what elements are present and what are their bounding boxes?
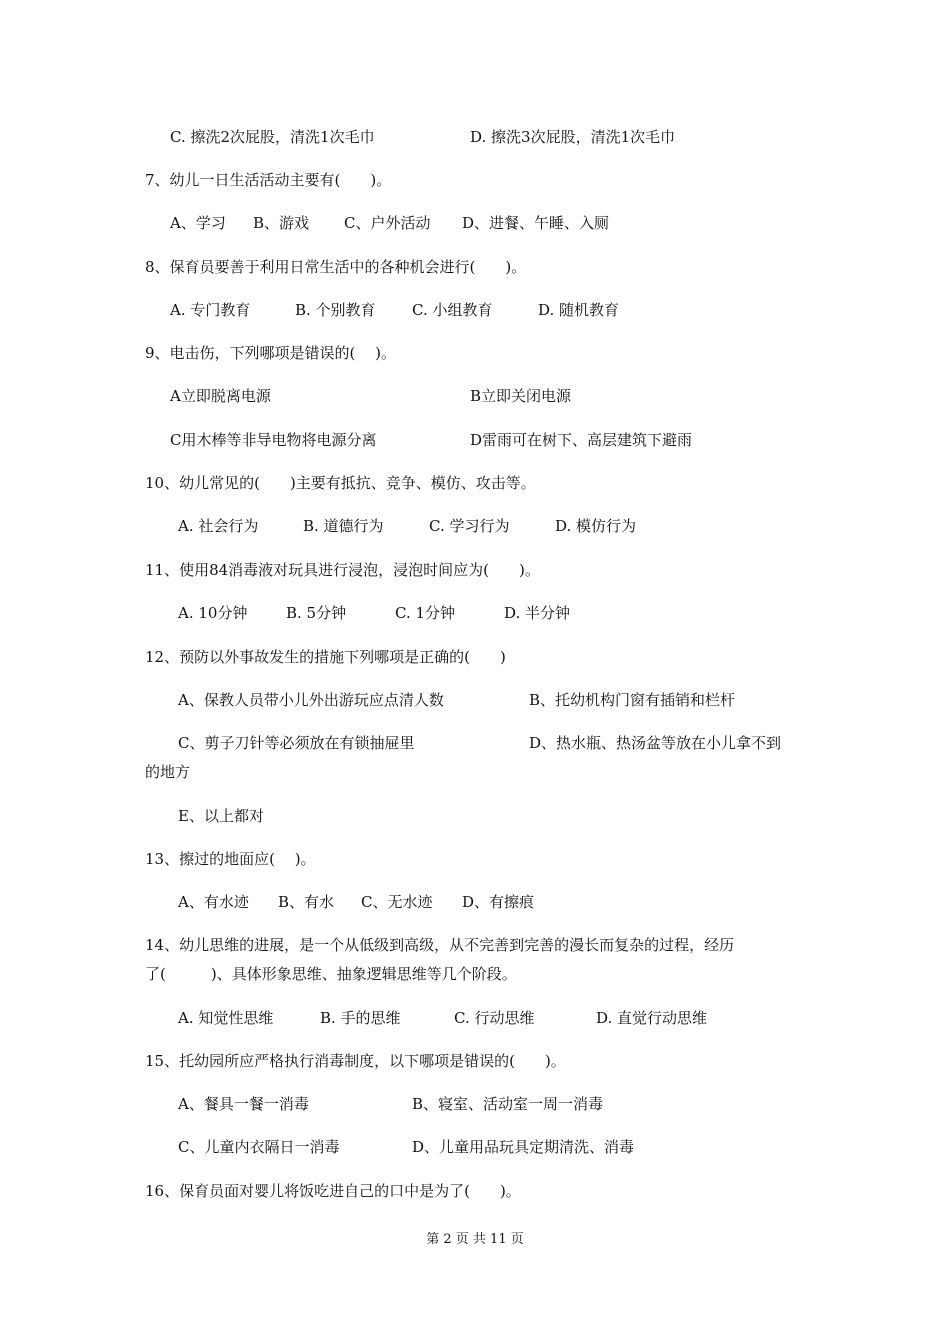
question-8-stem: 8、保育员要善于利用日常生活中的各种机会进行( )。: [145, 258, 527, 276]
q13-option-c: C、无水迹: [361, 893, 433, 911]
question-12-stem: 12、预防以外事故发生的措施下列哪项是正确的( ): [145, 648, 506, 666]
q8-option-d: D. 随机教育: [538, 301, 620, 319]
q12-option-d: D、热水瓶、热汤盆等放在小儿拿不到: [529, 734, 782, 752]
page-number-footer: 第 2 页 共 11 页: [426, 1232, 524, 1247]
q8-option-c: C. 小组教育: [412, 301, 493, 319]
question-11-stem: 11、使用84消毒液对玩具进行浸泡，浸泡时间应为( )。: [145, 561, 540, 579]
question-7-stem: 7、幼儿一日生活活动主要有( )。: [145, 171, 392, 189]
q10-option-d: D. 模仿行为: [555, 517, 637, 535]
q12-option-a: A、保教人员带小儿外出游玩应点清人数: [178, 691, 444, 709]
q7-option-a: A、学习: [170, 214, 226, 232]
q9-option-b: B立即关闭电源: [470, 387, 572, 405]
q7-option-c: C、户外活动: [344, 214, 431, 232]
q15-option-b: B、寝室、活动室一周一消毒: [412, 1095, 604, 1113]
question-15-stem: 15、托幼园所应严格执行消毒制度，以下哪项是错误的( )。: [145, 1052, 566, 1070]
q8-option-a: A. 专门教育: [170, 301, 251, 319]
q13-option-d: D、有擦痕: [462, 893, 535, 911]
question-10-stem: 10、幼儿常见的( )主要有抵抗、竞争、模仿、攻击等。: [145, 474, 536, 492]
question-16-stem: 16、保育员面对婴儿将饭吃进自己的口中是为了( )。: [145, 1182, 521, 1200]
q15-option-d: D、儿童用品玩具定期清洗、消毒: [412, 1138, 635, 1156]
q11-option-a: A. 10分钟: [178, 604, 248, 622]
q12-option-b: B、托幼机构门窗有插销和栏杆: [529, 691, 736, 709]
q12-option-d-continued: 的地方: [145, 763, 191, 781]
q11-option-c: C. 1分钟: [395, 604, 456, 622]
q14-option-a: A. 知觉性思维: [178, 1009, 274, 1027]
q10-option-b: B. 道德行为: [303, 517, 384, 535]
q12-option-c: C、剪子刀针等必须放在有锁抽屉里: [178, 734, 415, 752]
q8-option-b: B. 个别教育: [295, 301, 376, 319]
q14-option-d: D. 直觉行动思维: [596, 1009, 708, 1027]
q15-option-c: C、儿童内衣隔日一消毒: [178, 1138, 340, 1156]
q11-option-b: B. 5分钟: [286, 604, 347, 622]
q12-option-e: E、以上都对: [178, 807, 264, 825]
q13-option-a: A、有水迹: [178, 893, 249, 911]
question-9-stem: 9、电击伤，下列哪项是错误的( )。: [145, 344, 397, 362]
q7-option-b: B、游戏: [253, 214, 310, 232]
question-14-stem-continued: 了( )、具体形象思维、抽象逻辑思维等几个阶段。: [145, 965, 517, 983]
question-13-stem: 13、擦过的地面应( )。: [145, 850, 316, 868]
q10-option-a: A. 社会行为: [178, 517, 259, 535]
q14-option-c: C. 行动思维: [454, 1009, 535, 1027]
q9-option-a: A立即脱离电源: [170, 387, 271, 405]
q6-option-d: D. 擦洗3次屁股，清洗1次毛巾: [470, 128, 676, 146]
q10-option-c: C. 学习行为: [429, 517, 510, 535]
q13-option-b: B、有水: [278, 893, 335, 911]
q6-option-c: C. 擦洗2次屁股，清洗1次毛巾: [170, 128, 375, 146]
q7-option-d: D、进餐、午睡、入厕: [462, 214, 610, 232]
q14-option-b: B. 手的思维: [320, 1009, 401, 1027]
q11-option-d: D. 半分钟: [504, 604, 571, 622]
q9-option-d: D雷雨可在树下、高层建筑下避雨: [470, 431, 693, 449]
q15-option-a: A、餐具一餐一消毒: [178, 1095, 309, 1113]
q9-option-c: C用木棒等非导电物将电源分离: [170, 431, 377, 449]
question-14-stem: 14、幼儿思维的进展，是一个从低级到高级，从不完善到完善的漫长而复杂的过程，经历: [145, 936, 735, 954]
